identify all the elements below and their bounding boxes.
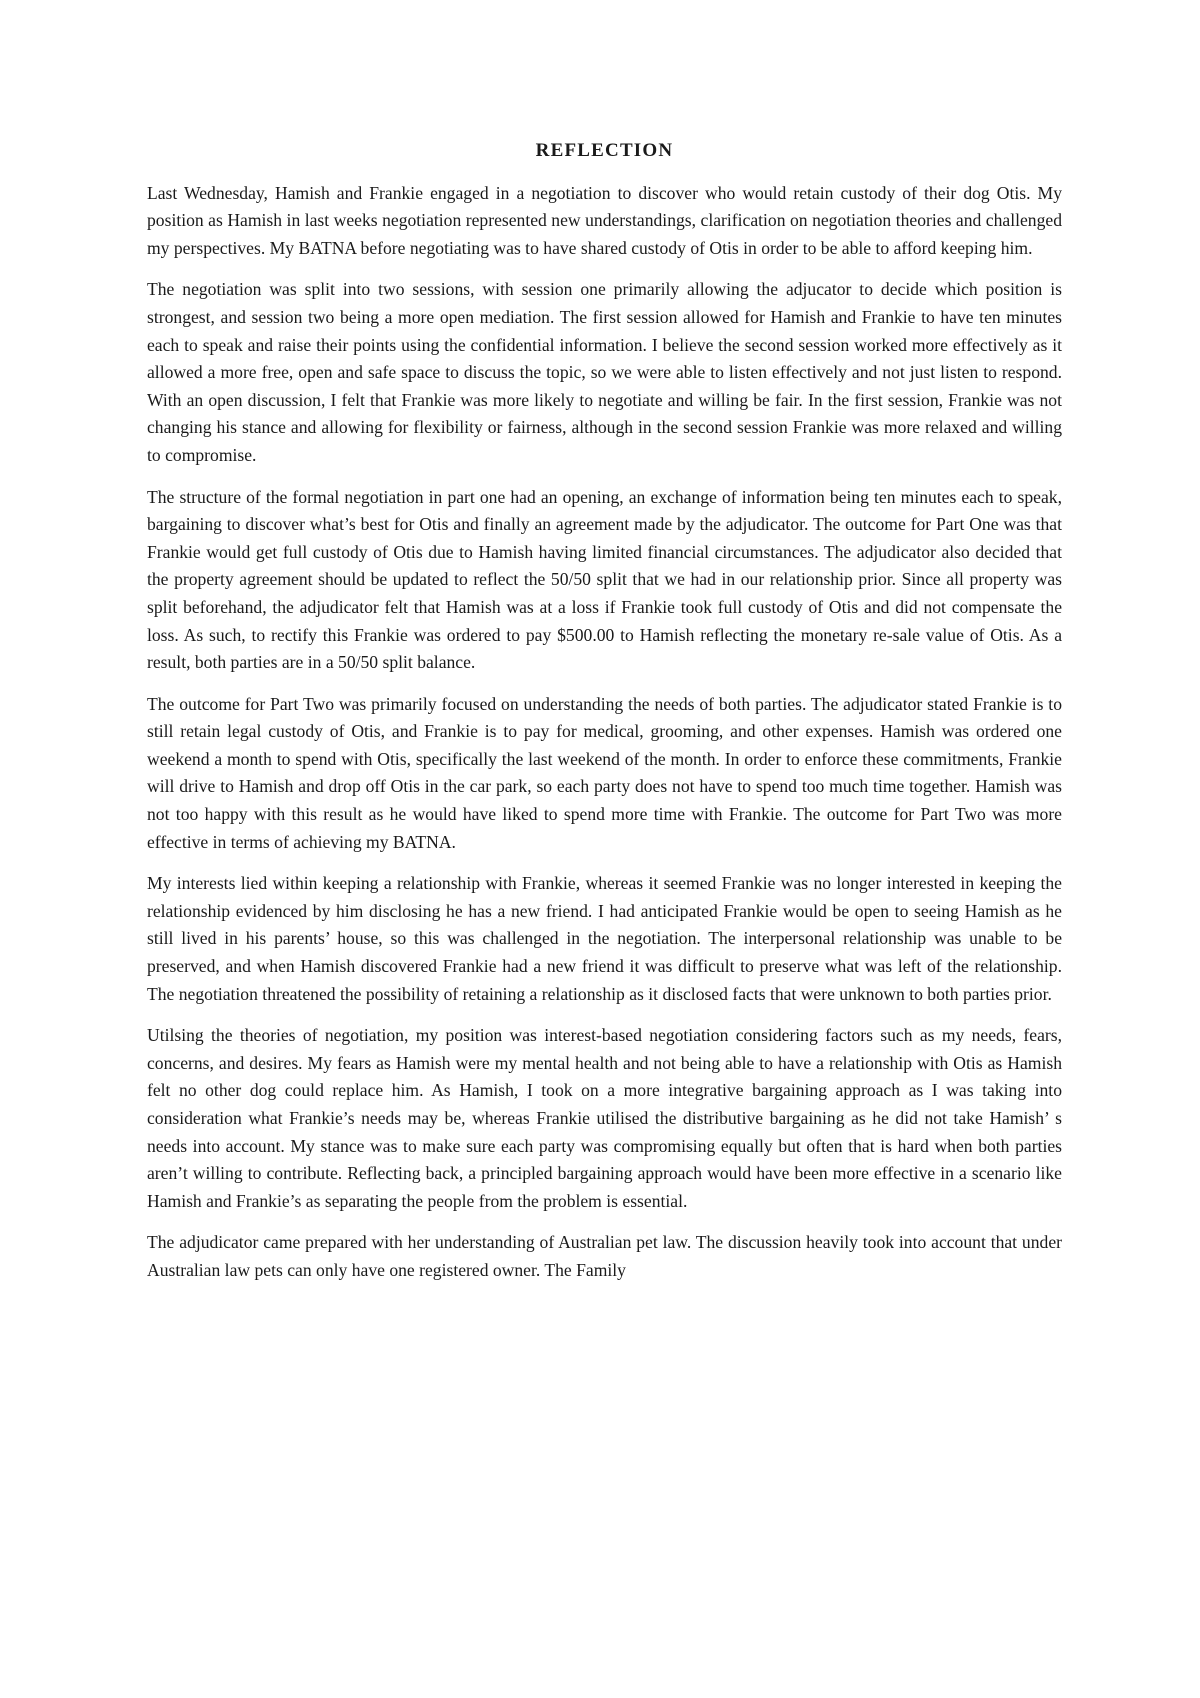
paragraph-part-one-outcome: The structure of the formal negotiation in part one had an opening, an exchange of information being ten minutes each to speak, bargaining to discover what’s best for Otis and finally an agreement made by the adjudicator. The outcome for Part One was that Frankie would get full custody of Otis due to Hamish having limited financial circumstances. The adjudicator also decided that the property agreement should be updated to reflect the 50/50 split that we had in our relationship prior. Since all property was split beforehand, the adjudicator felt that Hamish was at a loss if Frankie took full custody of Otis and did not compensate the loss. As such, to rectify this Frankie was ordered to pay $500.00 to Hamish reflecting the monetary re-sale value of Otis. As a result, both parties are in a 50/50 split balance. [147, 486, 1062, 673]
paragraph-sessions: The negotiation was split into two sessions, with session one primarily allowing the adjucator to decide which position is strongest, and session two being a more open mediation. The first session allowed for Hamish and Frankie to have ten minutes each to speak and raise their points using the confidential information. I believe the second session worked more effectively as it allowed a more free, open and safe space to discuss the topic, so we were able to listen effectively and not just listen to respond. With an open discussion, I felt that Frankie was more likely to negotiate and willing be fair. In the first session, Frankie was not changing his stance and allowing for flexibility or fairness, although in the second session Frankie was more relaxed and willing to compromise. [147, 279, 1062, 465]
paragraph-part-two-outcome: The outcome for Part Two was primarily focused on understanding the needs of both parties. The adjudicator stated Frankie is to still retain legal custody of Otis, and Frankie is to pay for medical, grooming, and other expenses. Hamish was ordered one weekend a month to spend with Otis, specifically the last weekend of the month. In order to enforce these commitments, Frankie will drive to Hamish and drop off Otis in the car park, so each party does not have to spend too much time together. Hamish was not too happy with this result as he would have liked to spend more time with Frankie. The outcome for Part Two was more effective in terms of achieving my BATNA. [147, 693, 1062, 852]
paragraph-interests: My interests lied within keeping a relationship with Frankie, whereas it seemed Frankie was no longer interested in keeping the relationship evidenced by him disclosing he has a new friend. I had anticipated Frankie would be open to seeing Hamish as he still lived in his parents’ house, so this was challenged in the negotiation. The interpersonal relationship was unable to be preserved, and when Hamish discovered Frankie had a new friend it was difficult to preserve what was left of the relationship. The negotiation threatened the possibility of retaining a relationship as it disclosed facts that were unknown to both parties prior. [147, 873, 1062, 1004]
document-title: REFLECTION [535, 140, 674, 161]
paragraph-theories: Utilsing the theories of negotiation, my position was interest-based negotiation considering factors such as my needs, fears, concerns, and desires. My fears as Hamish were my mental health and not being able to have a relationship with Otis as Hamish felt no other dog could replace him. As Hamish, I took on a more integrative bargaining approach as I was taking into consideration what Frankie’s needs may be, whereas Frankie utilised the distributive bargaining as he did not take Hamish’ s needs into account. My stance was to make sure each party was compromising equally but often that is hard when both parties aren’t willing to contribute. Reflecting back, a principled bargaining approach would have been more effective in a scenario like Hamish and Frankie’s as separating the people from the problem is essential. [147, 1025, 1062, 1211]
paragraph-adjudicator: The adjudicator came prepared with her understanding of Australian pet law. The discussion heavily took into account that under Australian law pets can only have one registered owner. The Family [147, 1232, 1062, 1280]
paragraph-intro: Last Wednesday, Hamish and Frankie engaged in a negotiation to discover who would retain custody of their dog Otis. My position as Hamish in last weeks negotiation represented new understandings, clarification on negotiation theories and challenged my perspectives. My BATNA before negotiating was to have shared custody of Otis in order to be able to afford keeping him. [147, 182, 1062, 258]
